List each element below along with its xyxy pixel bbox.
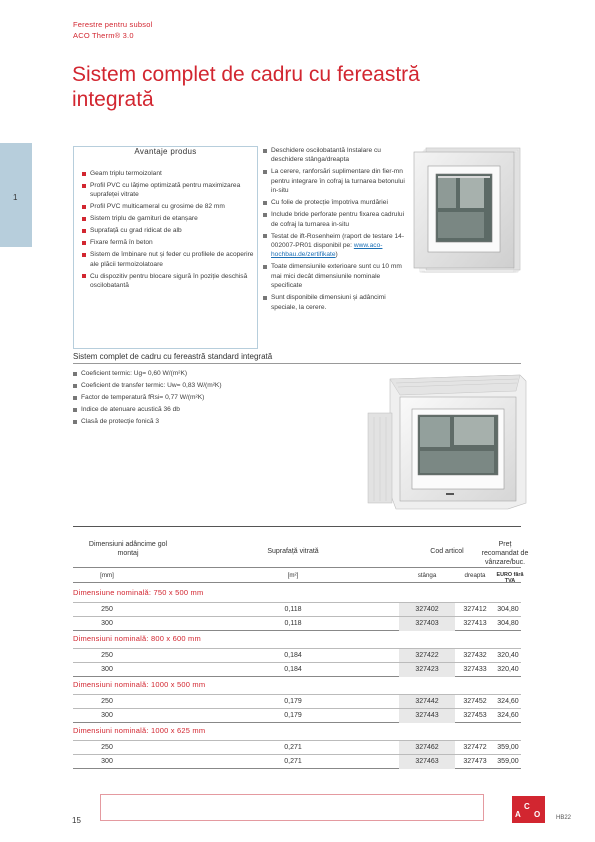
cell-depth: 250 [101, 652, 113, 659]
cell-price: 320,40 [497, 652, 519, 659]
list-item: Suprafață cu grad ridicat de alb [82, 226, 254, 235]
cell-area: 0,118 [284, 606, 302, 613]
cell-area: 0,184 [284, 666, 302, 673]
chapter-number: 1 [13, 193, 18, 202]
list-item: Sistem de îmbinare nut și feder cu profilele de acoperire ale plăcii termoizolatoare [82, 250, 254, 269]
unit-currency: EURO fără TVA [496, 572, 524, 584]
test-report-text: Testat de ift-Rosenheim (raport de testare 14-002007-PR01 disponibil pe: [271, 232, 405, 250]
cell-code-left: 327422 [415, 652, 439, 659]
footer-notes-box [100, 794, 484, 821]
cell-depth: 300 [101, 712, 113, 719]
cell-code-right: 327413 [463, 620, 487, 627]
cell-area: 0,271 [284, 758, 302, 765]
cell-code-right: 327453 [463, 712, 487, 719]
unit-left: stânga [417, 572, 437, 579]
cell-price: 324,60 [497, 712, 519, 719]
chapter-tab [0, 143, 32, 247]
list-item: Geam triplu termoizolant [82, 169, 254, 178]
group-title: Dimensiuni nominală: 1000 x 625 mm [73, 726, 206, 735]
list-item: Include bride perforate pentru fixarea cadrului de cofraj la turnarea in-situ [263, 210, 411, 229]
unit-right: dreapta [464, 572, 486, 579]
section-title: Sistem complet de cadru cu fereastră standard integrată [73, 352, 521, 364]
list-item: Factor de temperatură fRsi= 0,77 W/(m²K) [73, 393, 303, 402]
cell-price: 324,60 [497, 698, 519, 705]
list-item: Fixare fermă în beton [82, 238, 254, 247]
cell-code-left: 327423 [415, 666, 439, 673]
cell-price: 304,80 [497, 606, 519, 613]
unit-mm: [mm] [100, 572, 114, 579]
advantages-list [82, 169, 254, 293]
cell-code-right: 327473 [463, 758, 487, 765]
table-row [73, 694, 521, 708]
cell-depth: 250 [101, 698, 113, 705]
list-item: Indice de atenuare acustică 36 db [73, 405, 303, 414]
header-glazed-area: Suprafață vitrată [267, 548, 319, 555]
list-item: Clasă de protecție fonică 3 [73, 417, 303, 426]
list-item: Profil PVC cu lățime optimizată pentru maximizarea suprafeței vitrate [82, 181, 254, 200]
advantages-heading: Avantaje produs [126, 147, 204, 156]
cell-area: 0,184 [284, 652, 302, 659]
cell-code-right: 327412 [463, 606, 487, 613]
aco-logo: A C O [512, 796, 545, 823]
table-row [73, 648, 521, 662]
page-number: 15 [72, 816, 81, 825]
table-group [73, 585, 521, 631]
cell-area: 0,271 [284, 744, 302, 751]
cell-area: 0,179 [284, 698, 302, 705]
cell-depth: 250 [101, 606, 113, 613]
link-suffix: ) [335, 251, 338, 259]
price-table [73, 585, 521, 769]
list-item: Deschidere oscilobatantă Instalare cu deschidere stânga/dreapta [263, 146, 411, 165]
cell-price: 359,00 [497, 744, 519, 751]
cell-price: 304,80 [497, 620, 519, 627]
cell-depth: 300 [101, 666, 113, 673]
table-row [73, 662, 521, 676]
cell-code-left: 327442 [415, 698, 439, 705]
cell-depth: 300 [101, 620, 113, 627]
list-item: Profil PVC multicameral cu grosime de 82 mm [82, 202, 254, 211]
list-item: La cerere, ranforsări suplimentare din fier-mn pentru integrare în cofraj la turnarea betonului in-situ [263, 167, 411, 195]
certificates-link[interactable]: www.aco-hochbau.de/zertifikate [271, 242, 383, 259]
cell-depth: 250 [101, 744, 113, 751]
list-item: Coeficient termic: Ug= 0,60 W/(m²K) [73, 369, 303, 378]
breadcrumb [73, 19, 152, 41]
breadcrumb-product: ACO Therm® 3.0 [73, 31, 134, 40]
specs-list [73, 369, 303, 429]
group-title: Dimensiuni nominală: 800 x 600 mm [73, 634, 201, 643]
cell-code-right: 327433 [463, 666, 487, 673]
breadcrumb-category: Ferestre pentru subsol [73, 20, 153, 29]
group-title: Dimensiuni nominală: 1000 x 500 mm [73, 680, 206, 689]
unit-m2: [m²] [287, 572, 299, 579]
header-article-code: Cod articol [430, 548, 464, 555]
list-item: Sistem triplu de garnituri de etanșare [82, 214, 254, 223]
units-row [73, 567, 524, 584]
advantages-box [73, 146, 258, 349]
table-group [73, 723, 521, 769]
list-item-test [263, 232, 411, 260]
list-item: Coeficient de transfer termic: Uw= 0,83 W/(m²K) [73, 381, 303, 390]
header-price: Preț recomandat de vânzare/buc. [481, 541, 529, 566]
catalog-code: HB22 [556, 815, 572, 821]
window-system-image [360, 373, 528, 511]
table-row [73, 616, 521, 630]
list-item: Sunt disponibile dimensiuni și adâncimi speciale, la cerere. [263, 293, 411, 312]
table-row [73, 754, 521, 768]
list-item: Cu dispozitiv pentru blocare sigură în poziție deschisă oscilobatantă [82, 272, 254, 291]
table-group [73, 677, 521, 723]
features-list [263, 146, 411, 315]
table-group [73, 631, 521, 677]
list-item: Toate dimensiunile exterioare sunt cu 10 mm mai mici decât dimensiunile nominale specificate [263, 262, 411, 290]
table-row [73, 602, 521, 616]
cell-code-right: 327432 [463, 652, 487, 659]
table-row [73, 740, 521, 754]
cell-code-right: 327472 [463, 744, 487, 751]
cell-area: 0,179 [284, 712, 302, 719]
table-row [73, 708, 521, 722]
cell-area: 0,118 [284, 620, 302, 627]
cell-code-left: 327403 [415, 620, 439, 627]
cell-price: 359,00 [497, 758, 519, 765]
cell-code-left: 327462 [415, 744, 439, 751]
page-title: Sistem complet de cadru cu fereastră integrată [72, 63, 420, 111]
header-dimensions: Dimensiuni adâncime gol montaj [88, 541, 168, 557]
cell-code-left: 327463 [415, 758, 439, 765]
list-item: Cu folie de protecție împotriva murdăriei [263, 198, 411, 207]
table-header [73, 526, 529, 566]
cell-code-left: 327402 [415, 606, 439, 613]
cell-depth: 300 [101, 758, 113, 765]
cell-price: 320,40 [497, 666, 519, 673]
group-title: Dimensiune nominală: 750 x 500 mm [73, 588, 204, 597]
cell-code-left: 327443 [415, 712, 439, 719]
window-frame-image [410, 146, 522, 274]
cell-code-right: 327452 [463, 698, 487, 705]
